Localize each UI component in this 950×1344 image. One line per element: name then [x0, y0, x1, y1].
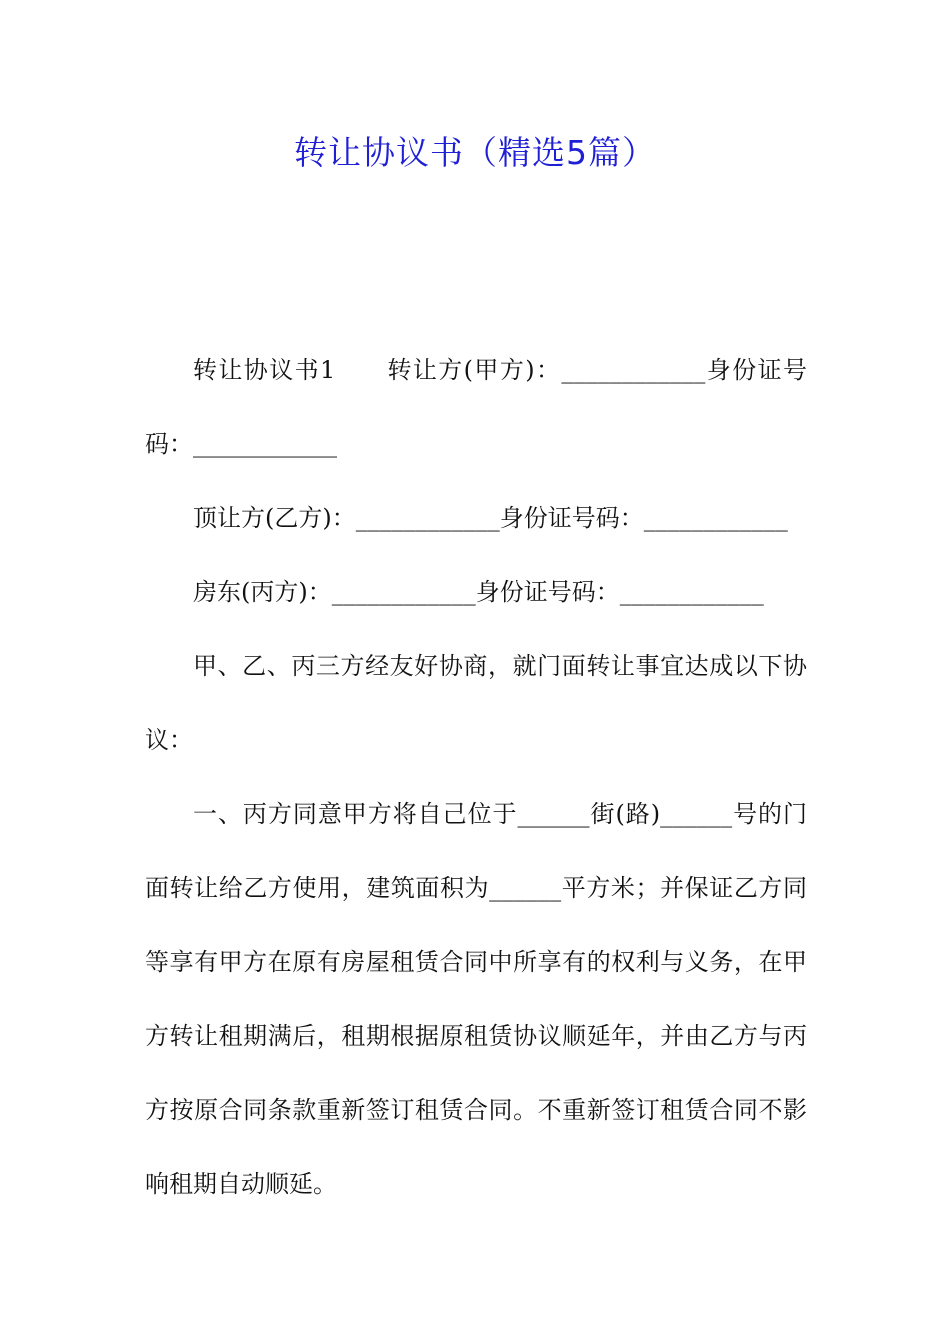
- paragraph-parties-transferee: 顶让方(乙方)：____________身份证号码：____________: [193, 504, 788, 532]
- document-body: [145, 333, 807, 1221]
- document-title: 转让协议书（精选5篇）: [294, 133, 656, 172]
- paragraph-clause-one: 一、丙方同意甲方将自己位于______街(路)______号的门面转让给乙方使用，建筑面积为______平方米；并保证乙方同等享有甲方在原有房屋租赁合同中所享有的权利与义务，在甲方转让租期满后，租期根据原租赁协议顺延年，并由乙方与丙方按原合同条款重新签订租赁合同。不重新签订租赁合同不影响租期自动顺延。: [145, 800, 807, 1198]
- paragraph-parties-landlord: 房东(丙方)：____________身份证号码：____________: [193, 578, 764, 606]
- paragraph-agreement-intro: 甲、乙、丙三方经友好协商，就门面转让事宜达成以下协议：: [145, 652, 807, 754]
- paragraph-parties-transferor: 转让协议书1 转让方(甲方)：____________身份证号码：____________: [145, 356, 807, 458]
